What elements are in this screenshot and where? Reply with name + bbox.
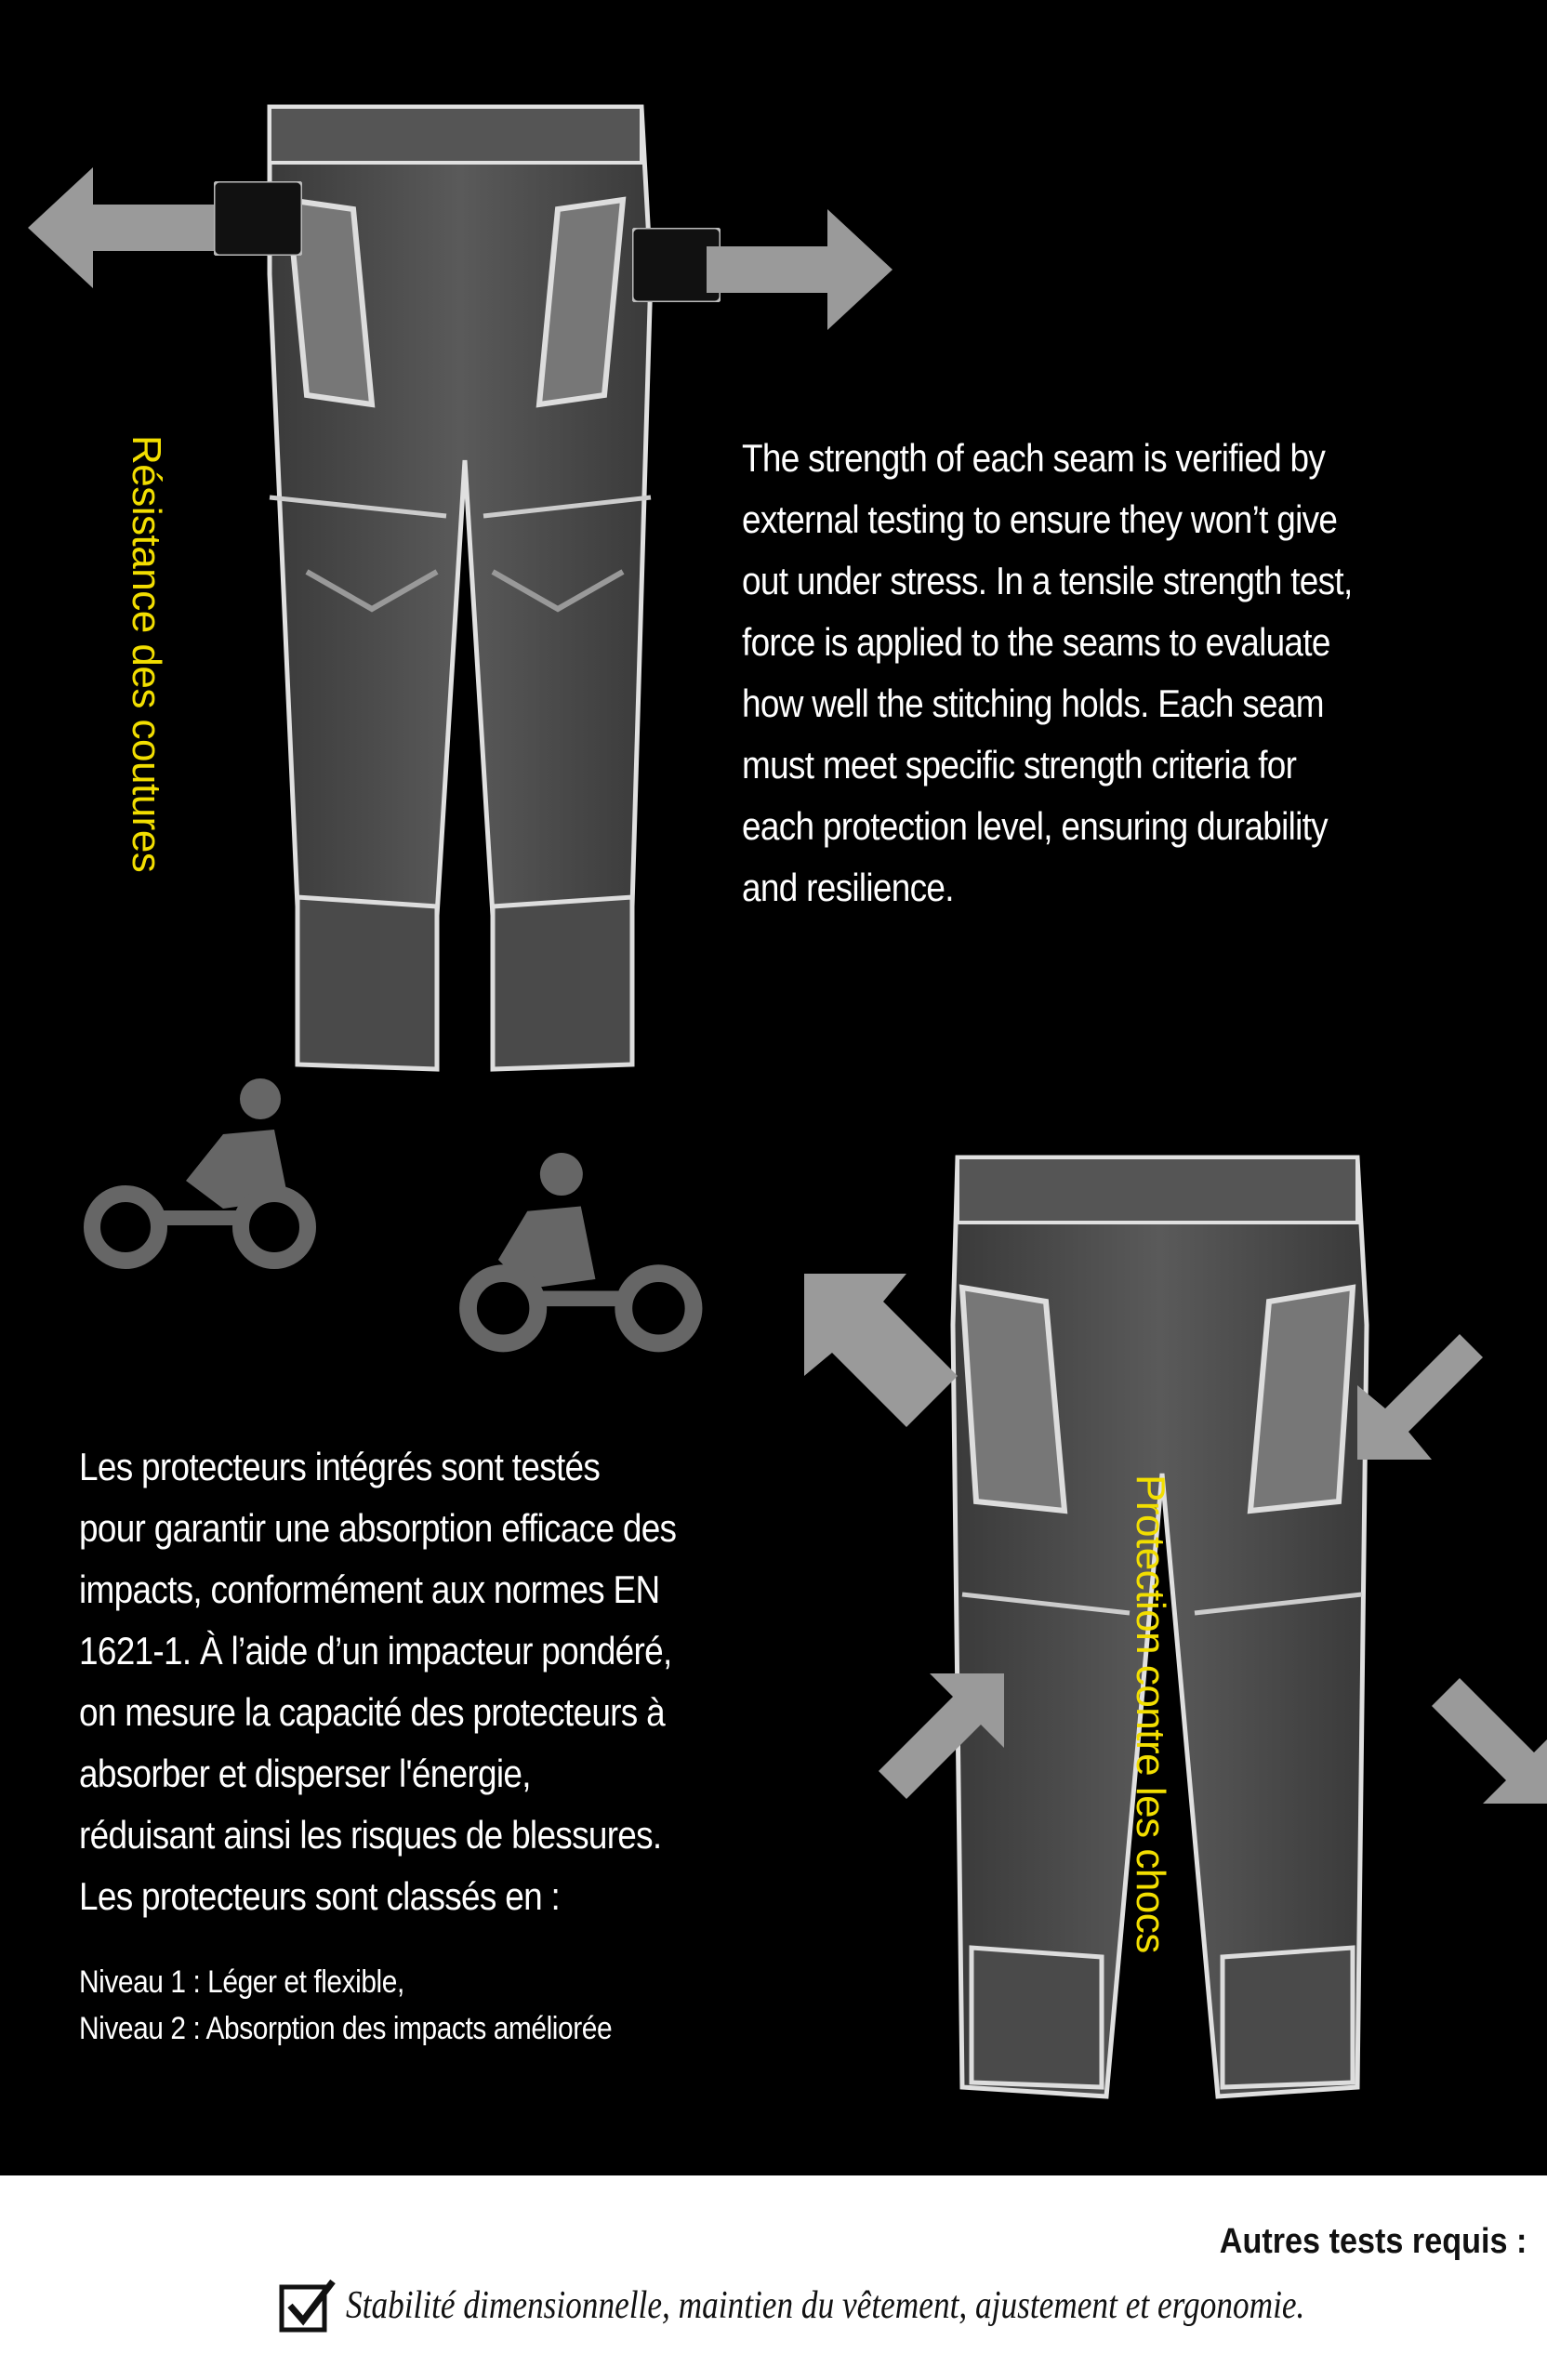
other-tests-text: Stabilité dimensionnelle, maintien du vêtement, ajustement et ergonomie.: [346, 2284, 1305, 2327]
arrow-right-icon: [707, 209, 892, 330]
impact-description: Les protecteurs intégrés sont testés pour garantir une absorption efficace des impacts, conformément aux normes EN 1621-1. À l’aide d’un impacteur pondéré, on mesure la capacité des protecteurs à absorber et disperser l'énergie, réduisant ainsi les risques de blessures. Les protecteurs sont classés en :: [79, 1445, 677, 1918]
impact-arrow-icon-2: [1357, 1316, 1511, 1469]
impact-arrow-icon-4: [1408, 1655, 1547, 1804]
motorcycle-rider-icon-2: [456, 1153, 716, 1367]
impact-arrow-icon-1: [804, 1274, 958, 1427]
seam-resistance-label: Résistance des coutures: [124, 435, 169, 873]
seam-description: The strength of each seam is verified by external testing to ensure they won’t give out under stress. In a tensile strength test, force is applied to the seams to evaluate how well the stitching holds. Each seam must meet specific strength criteria for each protection level, ensuring durability and resilience.: [742, 436, 1353, 909]
impact-arrow-icon-3: [855, 1673, 1004, 1822]
impact-protection-label: Protection contre les chocs: [1128, 1474, 1173, 1953]
other-tests-title: Autres tests requis :: [1219, 2222, 1527, 2261]
protection-levels: Niveau 1 : Léger et flexible, Niveau 2 : Absorption des impacts améliorée: [79, 1964, 613, 2046]
motorcycle-rider-icon: [84, 1078, 325, 1283]
clamp-left-icon: [214, 181, 302, 256]
checkbox-checked-icon: [279, 2278, 337, 2334]
other-tests-line: [279, 2278, 1529, 2334]
arrow-left-icon: [28, 167, 223, 288]
